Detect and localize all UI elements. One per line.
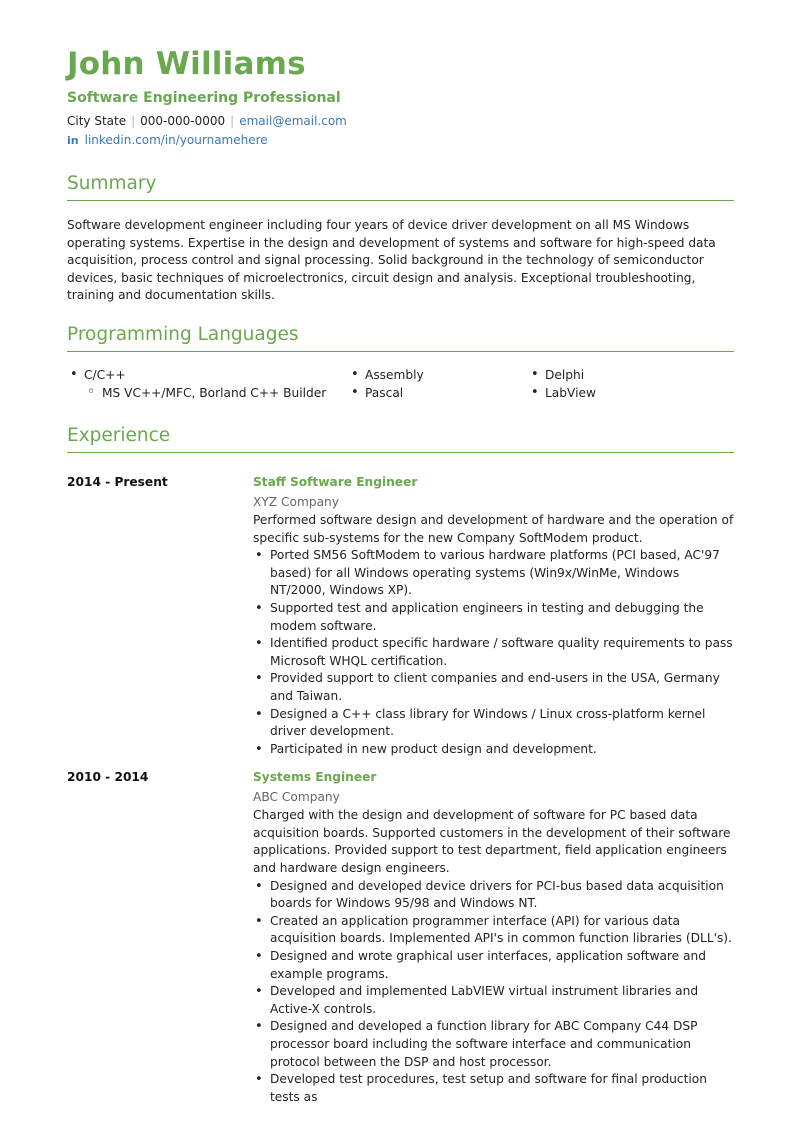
candidate-name: John Williams xyxy=(67,46,306,82)
job-title: Systems Engineer xyxy=(253,770,377,785)
job-body xyxy=(253,768,734,1106)
languages-column-3 xyxy=(528,366,708,402)
job-description: Performed software design and development of hardware and the operation of specific sub-systems for the new Company SoftModem product. xyxy=(253,512,734,545)
languages-column-1 xyxy=(67,366,348,402)
summary-heading: Summary xyxy=(67,172,734,201)
job-dates: 2014 - Present xyxy=(67,474,168,489)
linkedin-icon: in xyxy=(67,134,79,147)
separator: | xyxy=(131,114,136,128)
email-link[interactable]: email@email.com xyxy=(239,114,347,128)
list-item: ◦ MS VC++/MFC, Borland C++ Builder xyxy=(84,384,348,402)
job-body xyxy=(253,473,734,758)
phone: 000-000-0000 xyxy=(140,114,226,128)
languages-grid xyxy=(67,366,734,402)
contact-line xyxy=(67,112,734,131)
job-company: ABC Company xyxy=(253,790,340,805)
job-entry xyxy=(67,473,734,758)
list-item: • Developed test procedures, test setup and software for final production tests as xyxy=(253,1071,734,1106)
list-item: • Participated in new product design and development. xyxy=(253,741,734,759)
language-item: C/C++ xyxy=(84,367,126,382)
list-item: • Ported SM56 SoftModem to various hardware platforms (PCI based, AC'97 based) for all Windows operating systems (Win9x/WinMe, Windows NT/2000, Windows XP). xyxy=(253,547,734,600)
list-item: • Pascal xyxy=(348,384,528,402)
list-item: • Provided support to client companies and end-users in the USA, Germany and Taiwan. xyxy=(253,670,734,705)
job-title: Staff Software Engineer xyxy=(253,474,418,489)
linkedin-row xyxy=(67,131,734,150)
list-item xyxy=(67,366,348,402)
list-item: • Delphi xyxy=(528,366,708,384)
summary-text: Software development engineer including four years of device driver development on all MS Windows operating systems. Expertise in the design and development of systems and software for high-speed data acquisition, process control and signal processing. Solid background in the technology of semiconductor devices, basic techniques of microelectronics, circuit design and analysis. Exceptional troubleshooting, training and documentation skills. xyxy=(67,218,716,303)
list-item: • Designed and developed device drivers for PCI-bus based data acquisition boards for Windows 95/98 and Windows NT. xyxy=(253,878,734,913)
experience-heading: Experience xyxy=(67,424,734,453)
languages-heading: Programming Languages xyxy=(67,323,734,352)
list-item: • LabView xyxy=(528,384,708,402)
job-company: XYZ Company xyxy=(253,494,339,509)
sub-list xyxy=(84,384,348,402)
job-bullets xyxy=(253,878,734,1107)
job-description: Charged with the design and development of software for PC based data acquisition boards. Supported customers in the development of their software applications. Provided support to test department, field application engineers and hardware design engineers. xyxy=(253,808,731,876)
list-item: • Assembly xyxy=(348,366,528,384)
separator: | xyxy=(230,114,235,128)
list-item: • Identified product specific hardware / software quality requirements to pass Microsoft WHQL certification. xyxy=(253,635,734,670)
job-dates: 2010 - 2014 xyxy=(67,770,149,785)
job-entry xyxy=(67,768,734,1106)
linkedin-link[interactable]: linkedin.com/in/yournamehere xyxy=(84,133,268,147)
list-item: • Designed a C++ class library for Windows / Linux cross-platform kernel driver development. xyxy=(253,706,734,741)
candidate-headline: Software Engineering Professional xyxy=(67,90,341,106)
languages-column-2 xyxy=(348,366,528,402)
list-item: • Developed and implemented LabVIEW virtual instrument libraries and Active-X controls. xyxy=(253,983,734,1018)
list-item: • Designed and wrote graphical user interfaces, application software and example programs. xyxy=(253,948,734,983)
list-item: • Designed and developed a function library for ABC Company C44 DSP processor board including the software interface and communication protocol between the DSP and host processor. xyxy=(253,1018,734,1071)
location: City State xyxy=(67,114,127,128)
job-bullets xyxy=(253,547,734,758)
list-item: • Created an application programmer interface (API) for various data acquisition boards. Implemented API's in common function libraries (DLL's). xyxy=(253,913,734,948)
list-item: • Supported test and application engineers in testing and debugging the modem software. xyxy=(253,600,734,635)
